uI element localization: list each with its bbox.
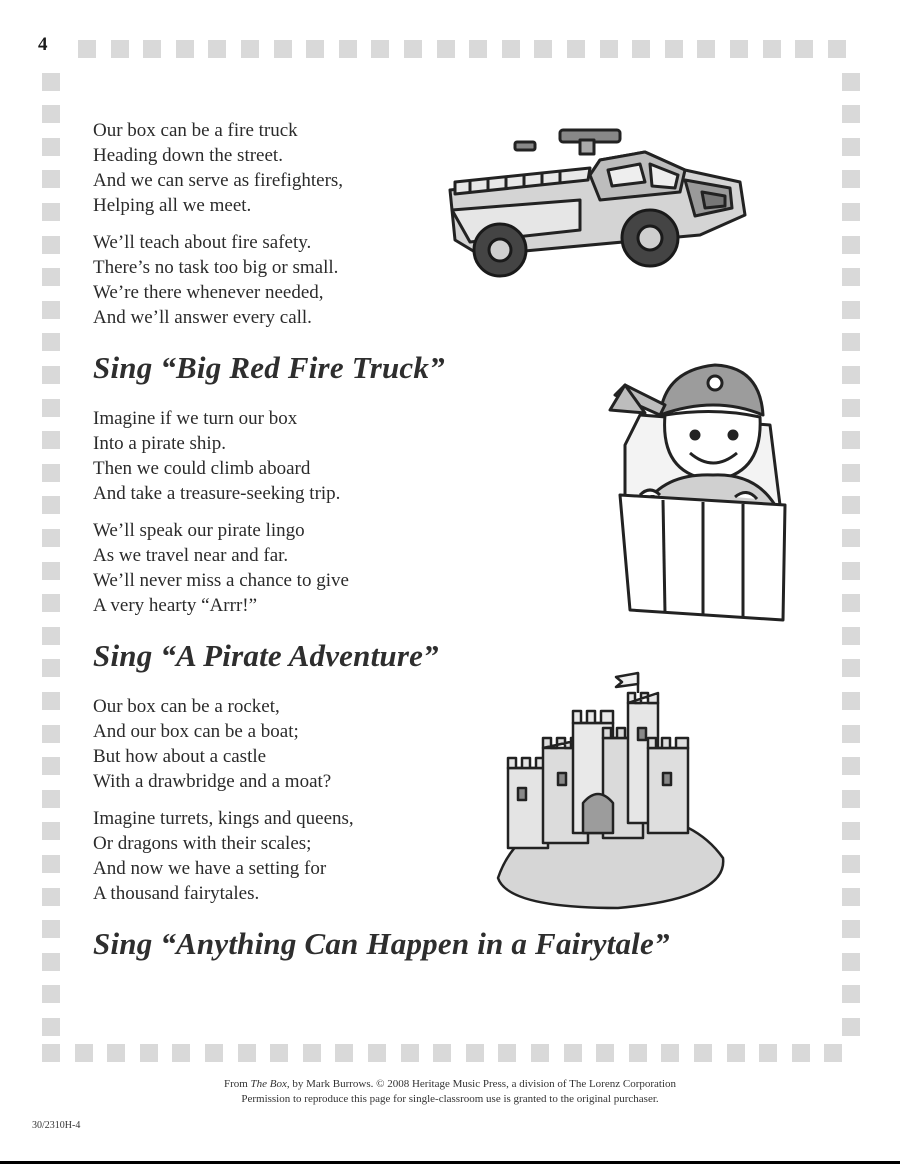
- border-square: [842, 725, 860, 743]
- footer-permission: Permission to reproduce this page for single-classroom use is granted to the original purchaser.: [241, 1093, 659, 1105]
- lyric-line: We’ll never miss a chance to give: [93, 570, 349, 591]
- border-square: [842, 496, 860, 514]
- border-square: [842, 333, 860, 351]
- footer-credit-text: , by Mark Burrows. © 2008 Heritage Music Press, a division of The Lorenz Corporation: [286, 1078, 677, 1090]
- border-square: [596, 1044, 614, 1062]
- border-square: [842, 529, 860, 547]
- border-square: [75, 1044, 93, 1062]
- border-square: [42, 399, 60, 417]
- border-square: [42, 105, 60, 123]
- border-square: [433, 1044, 451, 1062]
- border-square: [42, 888, 60, 906]
- border-square: [42, 301, 60, 319]
- border-square: [534, 40, 552, 58]
- border-square: [42, 594, 60, 612]
- border-square: [730, 40, 748, 58]
- border-square: [42, 1018, 60, 1036]
- border-square: [842, 888, 860, 906]
- lyric-line: Our box can be a fire truck: [93, 120, 298, 141]
- border-square: [842, 73, 860, 91]
- border-square: [842, 757, 860, 775]
- border-square: [42, 692, 60, 710]
- border-square: [42, 529, 60, 547]
- border-square: [368, 1044, 386, 1062]
- border-square: [694, 1044, 712, 1062]
- lyric-line: A very hearty “Arrr!”: [93, 595, 258, 616]
- border-square: [842, 790, 860, 808]
- lyric-line: Imagine turrets, kings and queens,: [93, 808, 354, 829]
- lyric-line: Helping all we meet.: [93, 195, 252, 216]
- border-square: [42, 170, 60, 188]
- border-square: [437, 40, 455, 58]
- lyric-line: We’ll teach about fire safety.: [93, 232, 312, 253]
- border-square: [842, 236, 860, 254]
- lyric-line: Our box can be a rocket,: [93, 696, 280, 717]
- song-title-fairytale: Sing “Anything Can Happen in a Fairytale”: [93, 926, 670, 961]
- border-square: [371, 40, 389, 58]
- lyric-line: Or dragons with their scales;: [93, 833, 312, 854]
- border-square: [842, 692, 860, 710]
- border-square: [42, 562, 60, 580]
- border-square: [842, 366, 860, 384]
- border-square: [564, 1044, 582, 1062]
- border-square: [842, 105, 860, 123]
- song-title-pirate: Sing “A Pirate Adventure”: [93, 638, 439, 673]
- border-square: [176, 40, 194, 58]
- border-square: [238, 1044, 256, 1062]
- border-square: [107, 1044, 125, 1062]
- lyric-line: And now we have a setting for: [93, 858, 327, 879]
- lyric-line: We’re there whenever needed,: [93, 282, 324, 303]
- border-square: [466, 1044, 484, 1062]
- border-square: [498, 1044, 516, 1062]
- border-square: [842, 399, 860, 417]
- lyric-line: We’ll speak our pirate lingo: [93, 520, 305, 541]
- lyric-line: Into a pirate ship.: [93, 433, 226, 454]
- border-square: [303, 1044, 321, 1062]
- lyric-line: A thousand fairytales.: [93, 883, 260, 904]
- border-square: [42, 1044, 60, 1062]
- border-square: [42, 236, 60, 254]
- border-square: [42, 659, 60, 677]
- border-square: [335, 1044, 353, 1062]
- lyric-line: And our box can be a boat;: [93, 721, 299, 742]
- border-square: [727, 1044, 745, 1062]
- product-code: 30/2310H-4: [32, 1120, 81, 1131]
- border-square: [792, 1044, 810, 1062]
- border-square: [42, 985, 60, 1003]
- border-square: [842, 659, 860, 677]
- lyric-line: With a drawbridge and a moat?: [93, 771, 332, 792]
- border-square: [42, 953, 60, 971]
- border-square: [502, 40, 520, 58]
- border-square: [306, 40, 324, 58]
- border-square: [842, 822, 860, 840]
- border-square: [842, 1018, 860, 1036]
- border-square: [697, 40, 715, 58]
- border-square: [842, 170, 860, 188]
- border-square: [842, 953, 860, 971]
- border-square: [665, 40, 683, 58]
- border-square: [42, 855, 60, 873]
- lyric-line: As we travel near and far.: [93, 545, 289, 566]
- border-square: [143, 40, 161, 58]
- border-square: [205, 1044, 223, 1062]
- border-square: [842, 268, 860, 286]
- border-square: [632, 40, 650, 58]
- border-square: [842, 138, 860, 156]
- border-square: [42, 822, 60, 840]
- border-square: [842, 855, 860, 873]
- border-square: [42, 333, 60, 351]
- border-square: [629, 1044, 647, 1062]
- border-square: [661, 1044, 679, 1062]
- footer-source-line: [0, 1077, 900, 1092]
- border-square: [241, 40, 259, 58]
- footer-from: From: [223, 1078, 251, 1090]
- lyric-line: There’s no task too big or small.: [93, 257, 339, 278]
- border-square: [842, 203, 860, 221]
- sandcastle-illustration: [488, 668, 738, 918]
- border-square: [842, 920, 860, 938]
- border-square: [339, 40, 357, 58]
- lyric-line: And we’ll answer every call.: [93, 307, 312, 328]
- border-square: [469, 40, 487, 58]
- border-square: [842, 562, 860, 580]
- border-square: [274, 40, 292, 58]
- border-square: [42, 496, 60, 514]
- page-number: 4: [38, 34, 48, 55]
- border-square: [842, 627, 860, 645]
- border-square: [401, 1044, 419, 1062]
- lyric-line: But how about a castle: [93, 746, 267, 767]
- lyric-line: Heading down the street.: [93, 145, 283, 166]
- border-square: [78, 40, 96, 58]
- border-square: [42, 757, 60, 775]
- footer-book-title: The Box: [250, 1078, 287, 1090]
- border-square: [567, 40, 585, 58]
- border-square: [42, 366, 60, 384]
- border-square: [42, 138, 60, 156]
- border-square: [42, 725, 60, 743]
- border-square: [42, 920, 60, 938]
- border-square: [42, 73, 60, 91]
- lyric-line: And we can serve as firefighters,: [93, 170, 344, 191]
- border-square: [842, 985, 860, 1003]
- border-square: [270, 1044, 288, 1062]
- border-square: [600, 40, 618, 58]
- lyric-line: Imagine if we turn our box: [93, 408, 298, 429]
- border-square: [42, 268, 60, 286]
- border-square: [140, 1044, 158, 1062]
- border-square: [531, 1044, 549, 1062]
- border-square: [42, 203, 60, 221]
- border-square: [42, 627, 60, 645]
- border-square: [42, 464, 60, 482]
- border-square: [842, 431, 860, 449]
- border-square: [172, 1044, 190, 1062]
- border-square: [208, 40, 226, 58]
- border-square: [795, 40, 813, 58]
- border-square: [763, 40, 781, 58]
- lyric-line: And take a treasure-seeking trip.: [93, 483, 341, 504]
- lyric-line: Then we could climb aboard: [93, 458, 311, 479]
- border-square: [759, 1044, 777, 1062]
- border-square: [42, 431, 60, 449]
- border-square: [828, 40, 846, 58]
- border-square: [842, 464, 860, 482]
- border-square: [842, 301, 860, 319]
- border-square: [404, 40, 422, 58]
- border-square: [111, 40, 129, 58]
- footer-credit: [0, 1077, 900, 1107]
- song-title-fire-truck: Sing “Big Red Fire Truck”: [93, 350, 445, 385]
- border-square: [824, 1044, 842, 1062]
- border-square: [42, 790, 60, 808]
- pirate-child-in-box-illustration: [605, 355, 795, 625]
- fire-truck-illustration: [440, 120, 750, 290]
- border-square: [842, 594, 860, 612]
